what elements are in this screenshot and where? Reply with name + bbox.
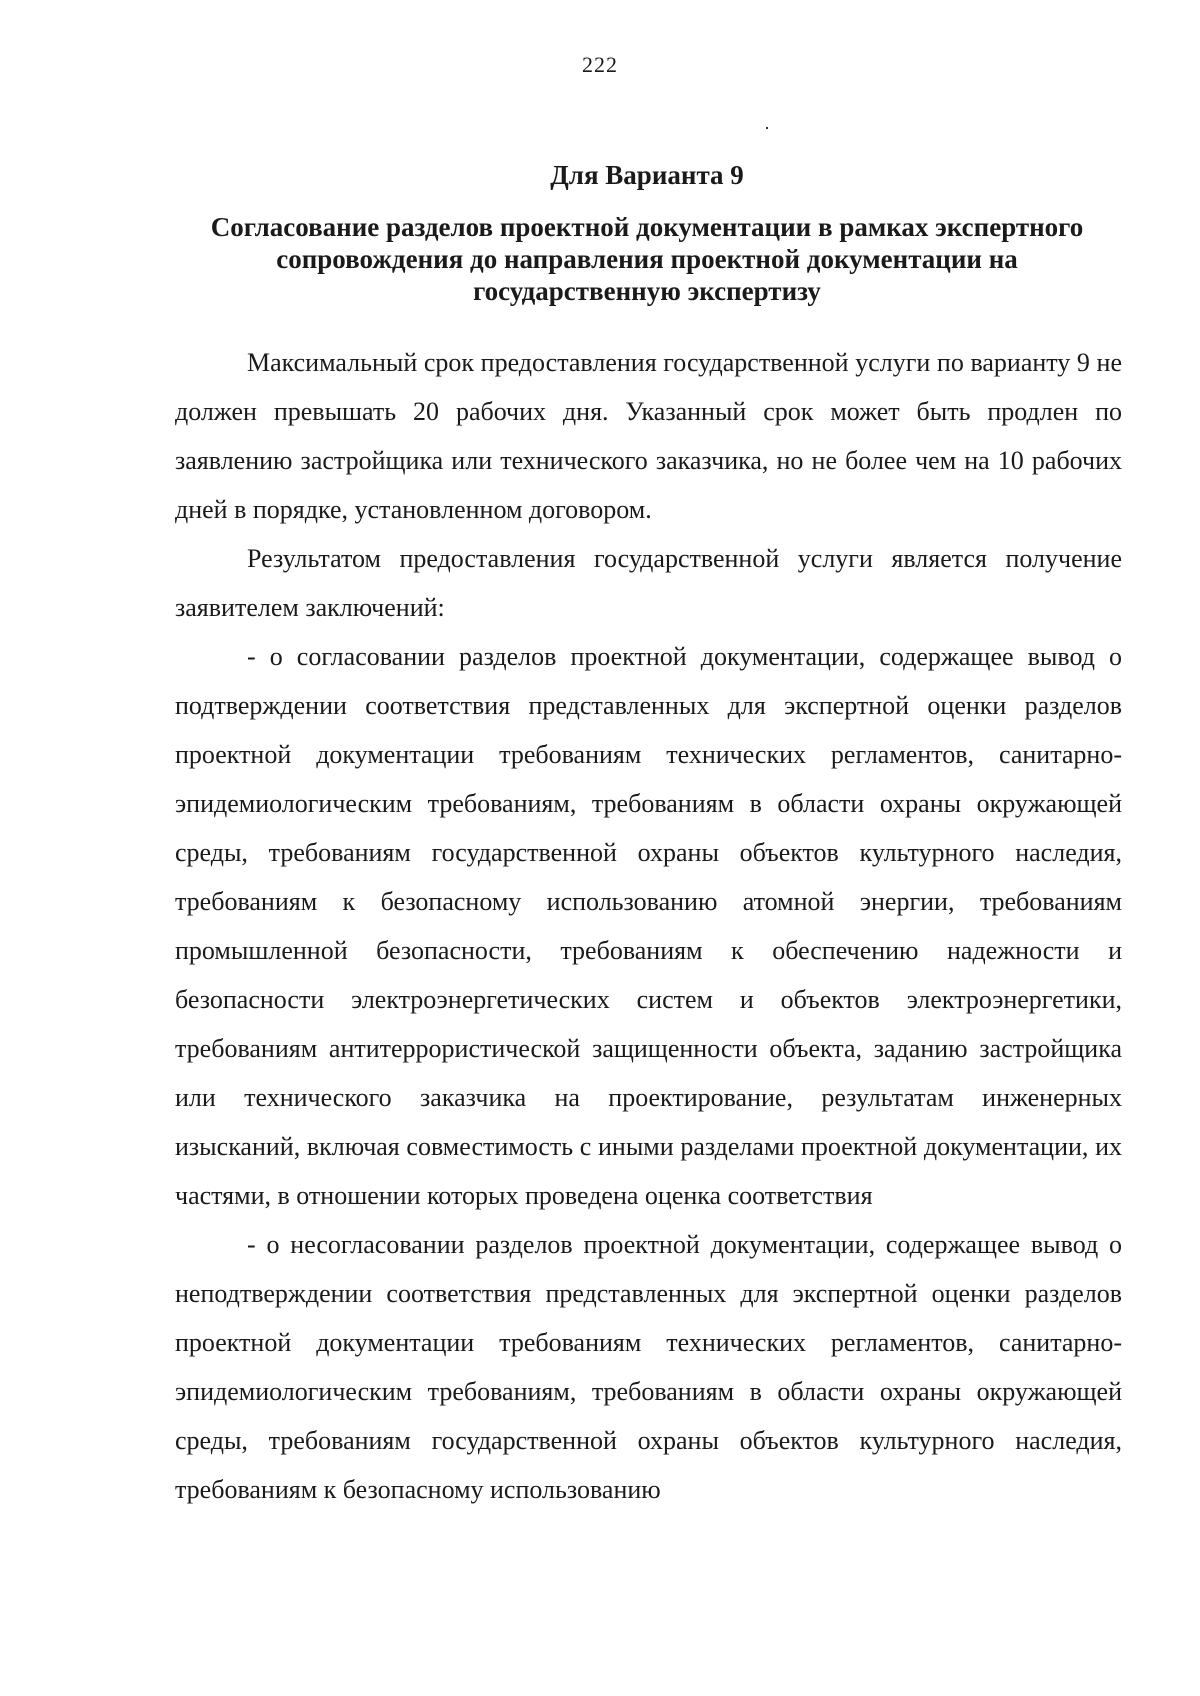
section-title: Согласование разделов проектной документации в рамках экспертного сопровождения до направления проектной документации на государственную экспертизу — [210, 212, 1084, 306]
page-number: 222 — [582, 52, 618, 77]
paragraph-deadline: Максимальный срок предоставления государственной услуги по варианту 9 не должен превышать 20 рабочих дня. Указанный срок может быть продлен по заявлению застройщика или технического заказчика, но не более чем на 10 рабочих дней в порядке, установленном договором. — [175, 348, 1122, 524]
paragraph-disapproval: - о несогласовании разделов проектной документации, содержащее вывод о неподтверждении соответствия представленных для экспертной оценки разделов проектной документации требованиям технических регламентов, санитарно-эпидемиологическим требованиям, требованиям в области охраны окружающей среды, требованиям государственной охраны объектов культурного наследия, требованиям к безопасному использованию — [175, 1230, 1122, 1504]
scan-artifact — [766, 127, 768, 129]
paragraph-result: Результатом предоставления государственной услуги является получение заявителем заключений: — [175, 544, 1122, 622]
variant-title: Для Варианта 9 — [550, 160, 744, 190]
paragraph-approval: - о согласовании разделов проектной документации, содержащее вывод о подтверждении соответствия представленных для экспертной оценки разделов проектной документации требованиям технических регламентов, санитарно-эпидемиологическим требованиям, требованиям в области охраны окружающей среды, требованиям государственной охраны объектов культурного наследия, требованиям к безопасному использованию атомной энергии, требованиям промышленной безопасности, требованиям к обеспечению надежности и безопасности электроэнергетических систем и объектов электроэнергетики, требованиям антитеррористической защищенности объекта, заданию застройщика или технического заказчика на проектирование, результатам инженерных изысканий, включая совместимость с иными разделами проектной документации, их частями, в отношении которых проведена оценка соответствия — [175, 642, 1122, 1210]
body-text — [175, 338, 1122, 1514]
